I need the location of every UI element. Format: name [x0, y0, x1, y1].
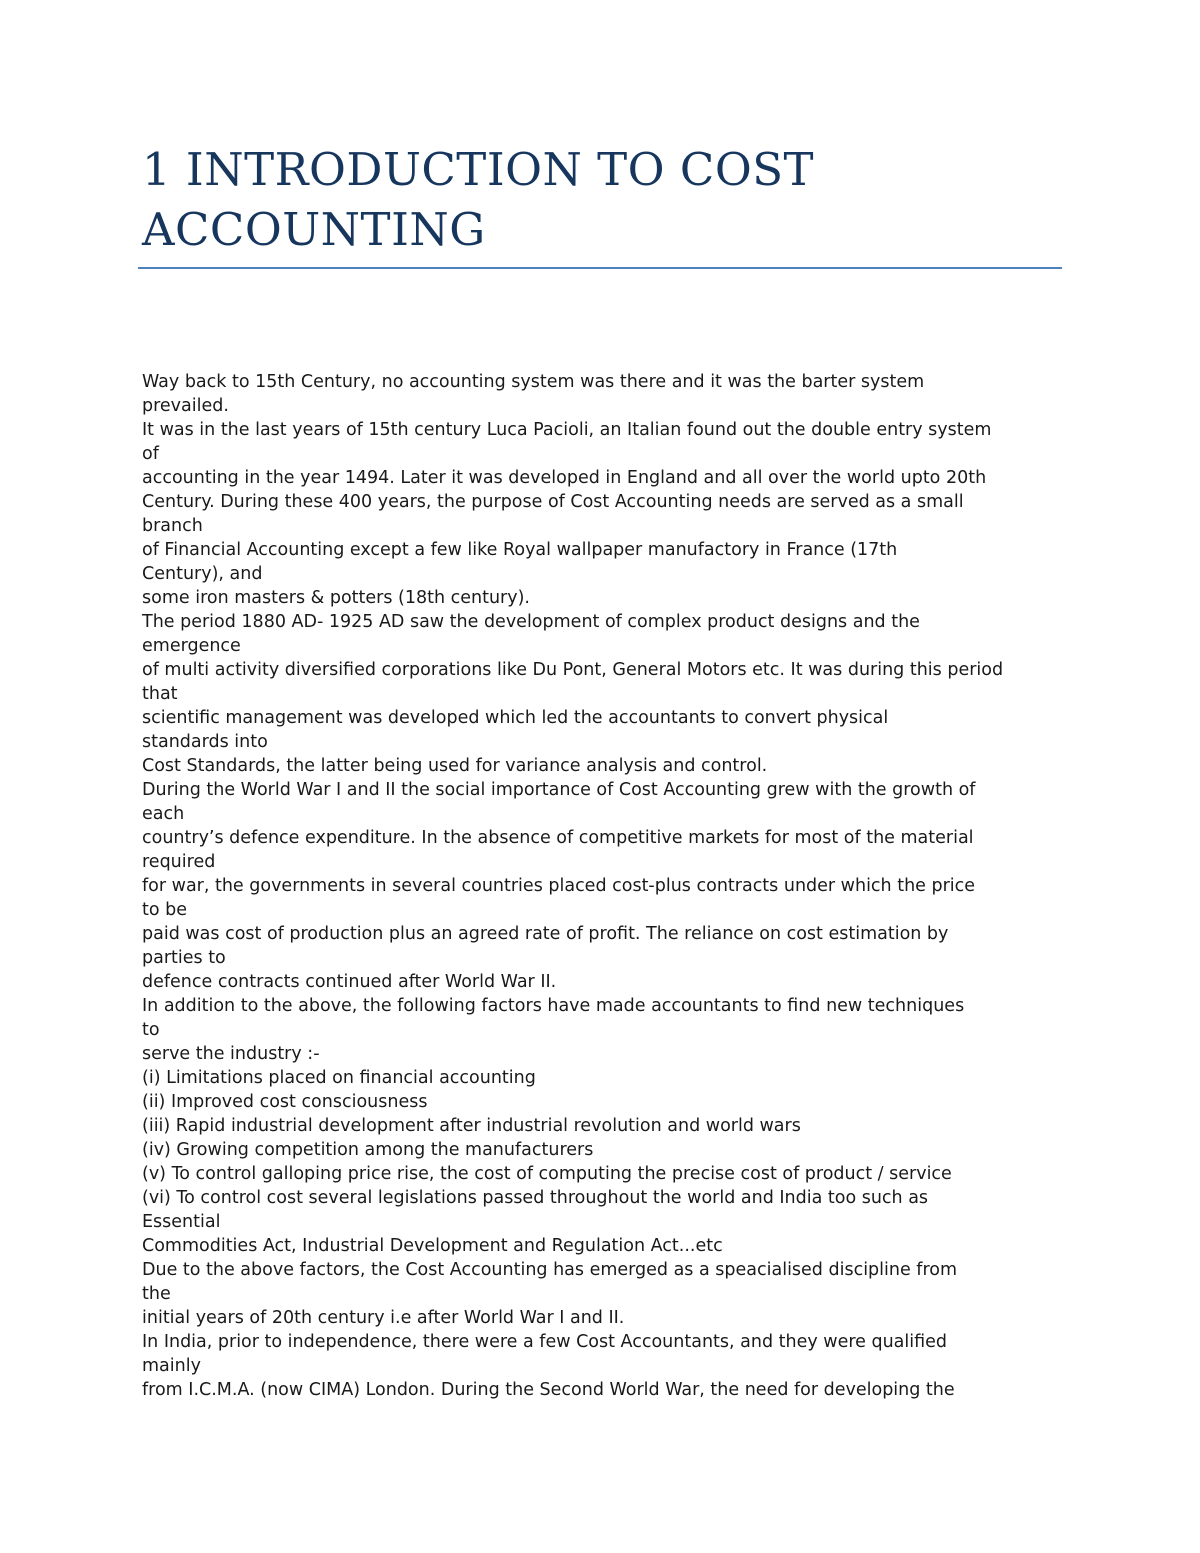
text-line: Century. During these 400 years, the purpose of Cost Accounting needs are served as a small	[142, 492, 964, 512]
title-underline	[138, 267, 1062, 269]
text-line: branch	[142, 516, 203, 536]
text-line: Commodities Act, Industrial Development and Regulation Act...etc	[142, 1236, 723, 1256]
text-line: of Financial Accounting except a few like Royal wallpaper manufactory in France (17th	[142, 540, 898, 560]
list-item: (ii) Improved cost consciousness	[142, 1092, 428, 1112]
text-line: the	[142, 1284, 171, 1304]
list-item: (iii) Rapid industrial development after industrial revolution and world wars	[142, 1116, 801, 1136]
text-line: prevailed.	[142, 396, 229, 416]
body-text	[142, 370, 1064, 1402]
text-line: scientific management was developed which led the accountants to convert physical	[142, 708, 889, 728]
text-line: required	[142, 852, 216, 872]
text-line: In addition to the above, the following factors have made accountants to find new techniques	[142, 996, 965, 1016]
text-line: some iron masters & potters (18th century).	[142, 588, 530, 608]
text-line: of	[142, 444, 159, 464]
text-line: It was in the last years of 15th century Luca Pacioli, an Italian found out the double entry system	[142, 420, 992, 440]
text-line: from I.C.M.A. (now CIMA) London. During the Second World War, the need for developing the	[142, 1380, 955, 1400]
text-line: Cost Standards, the latter being used for variance analysis and control.	[142, 756, 768, 776]
text-line: Century), and	[142, 564, 263, 584]
list-item: (v) To control galloping price rise, the cost of computing the precise cost of product / service	[142, 1164, 952, 1184]
text-line: parties to	[142, 948, 226, 968]
title-line-2: ACCOUNTING	[142, 203, 486, 256]
text-line: The period 1880 AD- 1925 AD saw the development of complex product designs and the	[142, 612, 920, 632]
text-line: to be	[142, 900, 188, 920]
text-line: country’s defence expenditure. In the absence of competitive markets for most of the material	[142, 828, 974, 848]
text-line: of multi activity diversified corporations like Du Pont, General Motors etc. It was during this period	[142, 660, 1004, 680]
text-line: initial years of 20th century i.e after World War I and II.	[142, 1308, 625, 1328]
text-line: mainly	[142, 1356, 201, 1376]
text-line: each	[142, 804, 185, 824]
text-line: that	[142, 684, 178, 704]
text-line: Essential	[142, 1212, 221, 1232]
text-line: In India, prior to independence, there were a few Cost Accountants, and they were qualified	[142, 1332, 948, 1352]
text-line: Way back to 15th Century, no accounting system was there and it was the barter system	[142, 372, 925, 392]
page-title	[142, 140, 1062, 260]
text-line: paid was cost of production plus an agreed rate of profit. The reliance on cost estimation by	[142, 924, 949, 944]
list-item: (i) Limitations placed on financial accounting	[142, 1068, 536, 1088]
text-line: defence contracts continued after World War II.	[142, 972, 557, 992]
text-line: to	[142, 1020, 160, 1040]
text-line: serve the industry :-	[142, 1044, 320, 1064]
text-line: standards into	[142, 732, 268, 752]
text-line: During the World War I and II the social importance of Cost Accounting grew with the growth of	[142, 780, 976, 800]
text-line: Due to the above factors, the Cost Accounting has emerged as a speacialised discipline from	[142, 1260, 958, 1280]
text-line: accounting in the year 1494. Later it was developed in England and all over the world upto 20th	[142, 468, 987, 488]
title-line-1: 1 INTRODUCTION TO COST	[142, 143, 815, 196]
text-line: for war, the governments in several countries placed cost-plus contracts under which the price	[142, 876, 976, 896]
list-item: (vi) To control cost several legislations passed throughout the world and India too such as	[142, 1188, 929, 1208]
text-line: emergence	[142, 636, 241, 656]
list-item: (iv) Growing competition among the manufacturers	[142, 1140, 594, 1160]
